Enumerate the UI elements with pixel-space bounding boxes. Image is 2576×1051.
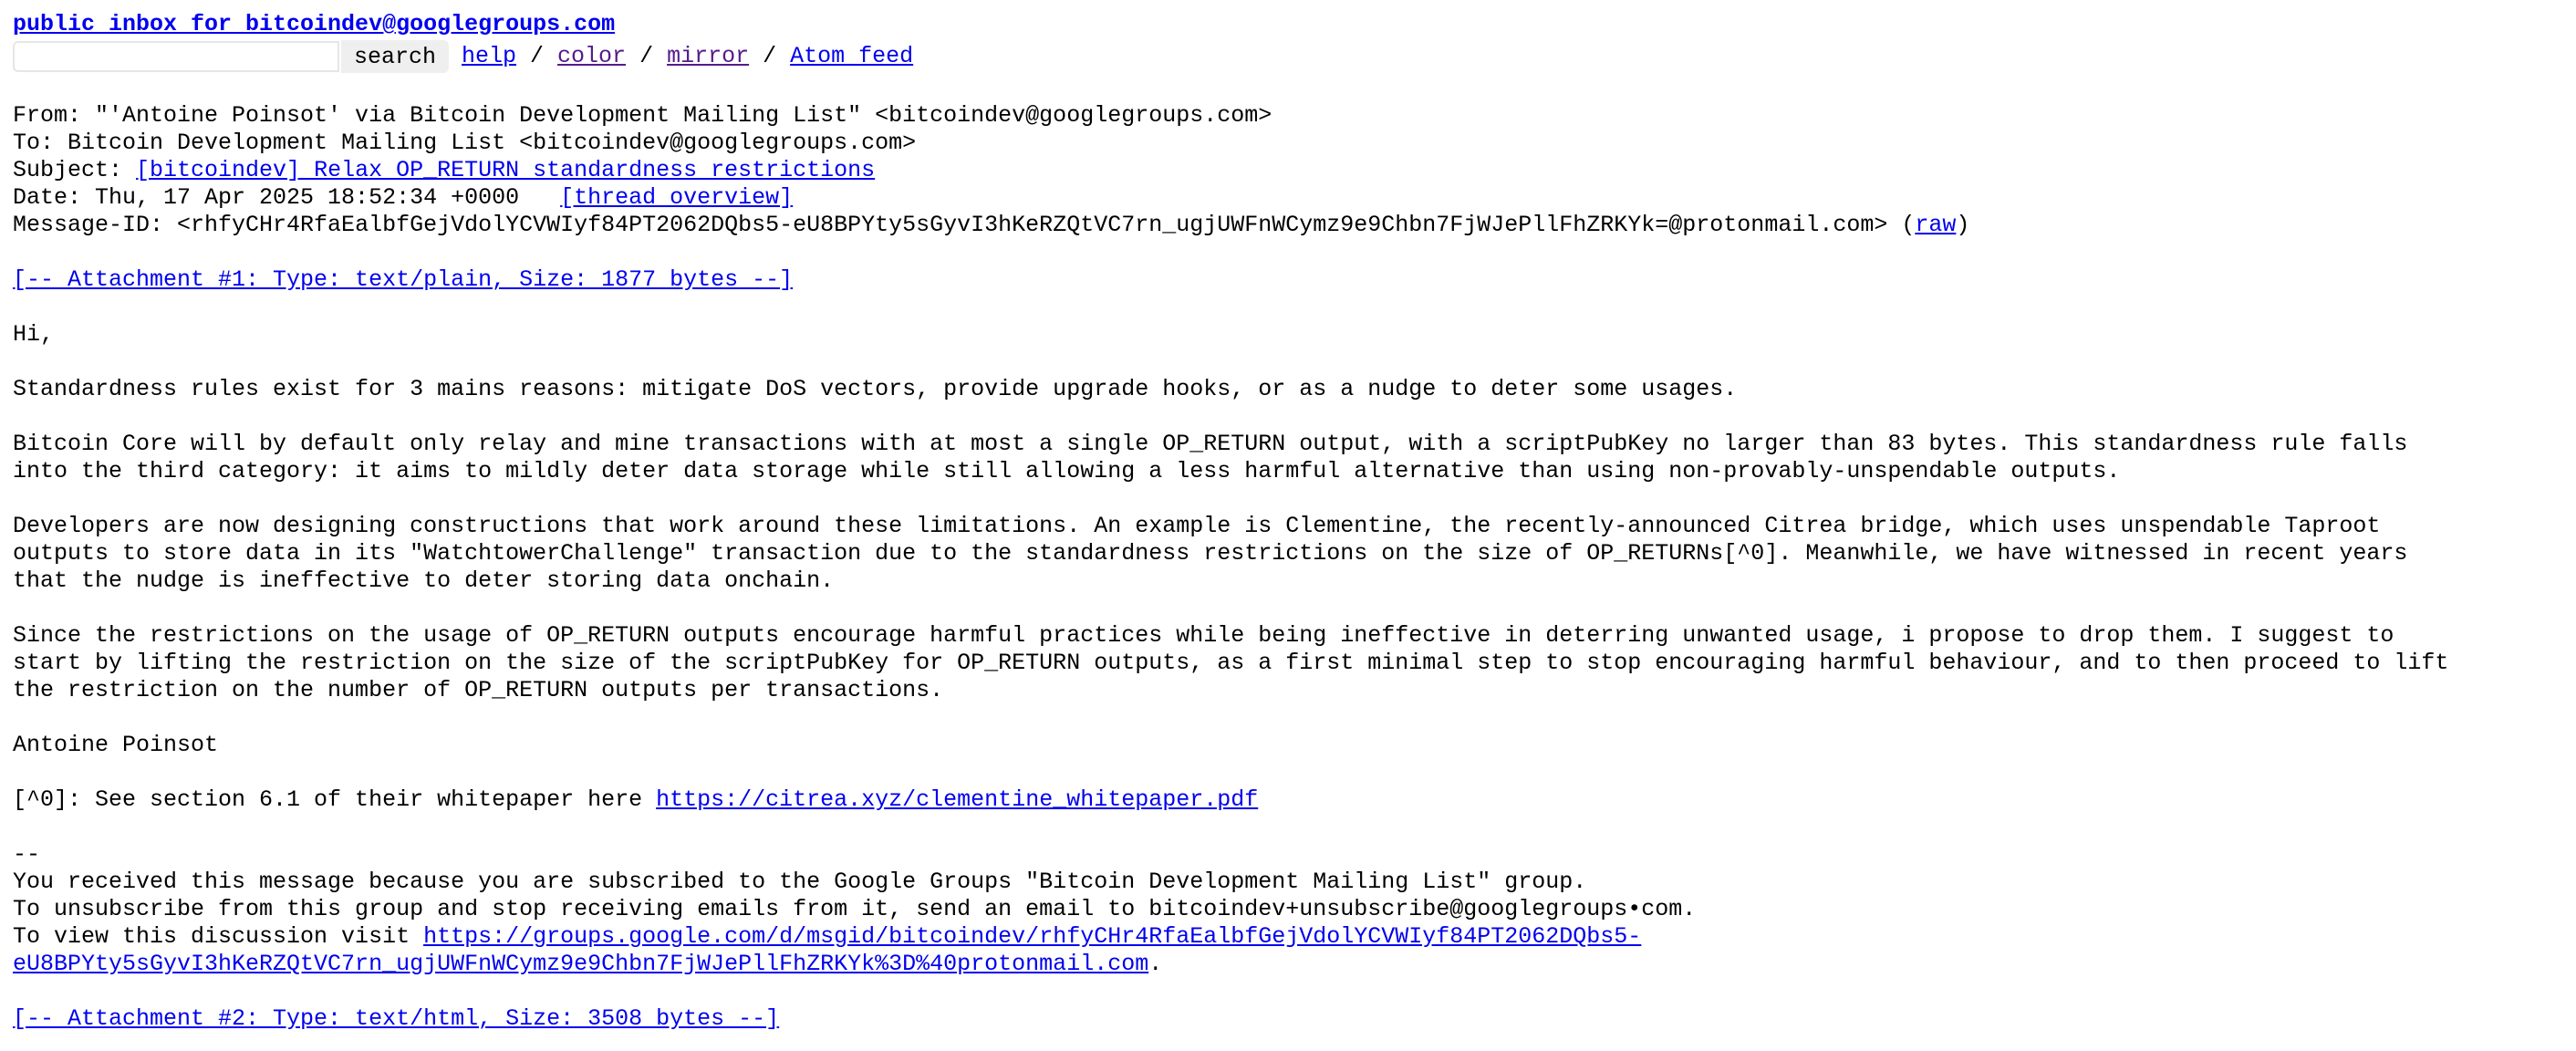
page-content: [13, 11, 2567, 1033]
footer-view-line: [13, 923, 2567, 951]
paragraph-line: Bitcoin Core will by default only relay and mine transactions with at most a single OP_RETURN output, with a scriptPubKey no larger than 83 bytes. This standardness rule falls: [13, 431, 2408, 457]
paragraph-4: [13, 622, 2567, 704]
search-bar: [13, 38, 2567, 75]
footnote: [13, 786, 2567, 814]
paragraph-line: into the third category: it aims to mildly deter data storage while still allowing a less harmful alternative than using non-provably-unspendable outputs.: [13, 458, 2121, 484]
date-value: Thu, 17 Apr 2025 18:52:34 +0000: [95, 184, 561, 211]
greeting: Hi,: [13, 321, 55, 348]
nav-separator: /: [626, 43, 668, 69]
atom-feed-link[interactable]: Atom feed: [790, 43, 914, 69]
inbox-title-link[interactable]: public inbox for bitcoindev@googlegroups.com: [13, 11, 616, 37]
message-id-label: Message-ID:: [13, 212, 178, 238]
mirror-link[interactable]: mirror: [667, 43, 750, 69]
date-label: Date:: [13, 184, 96, 211]
signature-separator: --: [13, 841, 41, 868]
color-link[interactable]: color: [557, 43, 627, 69]
signature: Antoine Poinsot: [13, 732, 219, 758]
mailing-list-footer: [13, 841, 2567, 978]
search-input[interactable]: [13, 41, 339, 72]
nav-separator: /: [749, 43, 791, 69]
paragraph-line: outputs to store data in its "WatchtowerChallenge" transaction due to the standardness restrictions on the size of OP_RETURNs[^0]. Meanwhile, we have witnessed in recent years: [13, 540, 2408, 567]
discussion-link-continued[interactable]: eU8BPYty5sGyvI3hKeRZQtVC7rn_ugjUWFnWCymz9e9Chbn7FjWJePllFhZRKYk%3D%40protonmail.com: [13, 951, 1149, 977]
nav-separator: /: [516, 43, 558, 69]
subject-label: Subject:: [13, 157, 137, 183]
message-id-header: [13, 212, 2567, 239]
subject-link[interactable]: [bitcoindev] Relax OP_RETURN standardness restrictions: [136, 157, 876, 183]
attachment-1-link[interactable]: [-- Attachment #1: Type: text/plain, Size: 1877 bytes --]: [13, 266, 794, 293]
message-id-value: <rhfyCHr4RfaEalbfGejVdolYCVWIyf84PT2062DQbs5-eU8BPYty5sGyvI3hKeRZQtVC7rn_ugjUWFnWCymz9e9Chbn7FjWJePllFhZRKYk=@protonmail.com> (: [177, 212, 1916, 238]
footer-view-line-2: [13, 951, 2567, 978]
thread-overview-link[interactable]: [thread overview]: [560, 184, 794, 211]
paragraph-line: the restriction on the number of OP_RETURN outputs per transactions.: [13, 677, 944, 703]
from-label: From:: [13, 102, 96, 129]
to-header: [13, 130, 2567, 157]
attachment-2: [13, 1005, 2567, 1033]
from-header: [13, 102, 2567, 130]
paragraph-2: [13, 431, 2567, 485]
to-value: Bitcoin Development Mailing List <bitcoindev@googlegroups.com>: [68, 130, 917, 156]
raw-link[interactable]: raw: [1915, 212, 1957, 238]
date-header: [13, 184, 2567, 212]
help-link[interactable]: help: [462, 43, 517, 69]
paragraph-3: [13, 513, 2567, 595]
paragraph-line: Developers are now designing constructions that work around these limitations. An example is Clementine, the recently-announced Citrea bridge, which uses unspendable Taproot: [13, 513, 2381, 539]
paragraph-1: Standardness rules exist for 3 mains reasons: mitigate DoS vectors, provide upgrade hooks, or as a nudge to deter some usages.: [13, 376, 1738, 402]
discussion-link[interactable]: https://groups.google.com/d/msgid/bitcoindev/rhfyCHr4RfaEalbfGejVdolYCVWIyf84PT2062DQbs5-: [423, 923, 1642, 950]
from-value: "'Antoine Poinsot' via Bitcoin Development Mailing List" <bitcoindev@googlegroups.com>: [95, 102, 1272, 129]
footer-view-suffix: .: [1148, 951, 1163, 977]
footer-view-prefix: To view this discussion visit: [13, 923, 424, 950]
message-id-close: ): [1956, 212, 1970, 238]
footer-line: To unsubscribe from this group and stop receiving emails from it, send an email to bitcoindev+unsubscribe@googlegroups•com.: [13, 896, 1697, 922]
attachment-1: [13, 266, 2567, 294]
attachment-2-link[interactable]: [-- Attachment #2: Type: text/html, Size: 3508 bytes --]: [13, 1005, 780, 1032]
paragraph-line: start by lifting the restriction on the size of the scriptPubKey for OP_RETURN outputs, as a first minimal step to stop encouraging harmful behaviour, and to then proceed to lift: [13, 650, 2449, 676]
paragraph-line: that the nudge is ineffective to deter storing data onchain.: [13, 567, 835, 594]
subject-header: [13, 157, 2567, 184]
inbox-header: [13, 11, 2567, 38]
footer-line: You received this message because you are subscribed to the Google Groups "Bitcoin Development Mailing List" group.: [13, 869, 1587, 895]
footnote-text: [^0]: See section 6.1 of their whitepaper here: [13, 786, 657, 813]
whitepaper-link[interactable]: https://citrea.xyz/clementine_whitepaper.pdf: [656, 786, 1259, 813]
to-label: To:: [13, 130, 68, 156]
search-button[interactable]: search: [341, 40, 449, 73]
paragraph-line: Since the restrictions on the usage of OP_RETURN outputs encourage harmful practices while being ineffective in deterring unwanted usage, i propose to drop them. I suggest to: [13, 622, 2394, 649]
message-headers: [13, 102, 2567, 239]
